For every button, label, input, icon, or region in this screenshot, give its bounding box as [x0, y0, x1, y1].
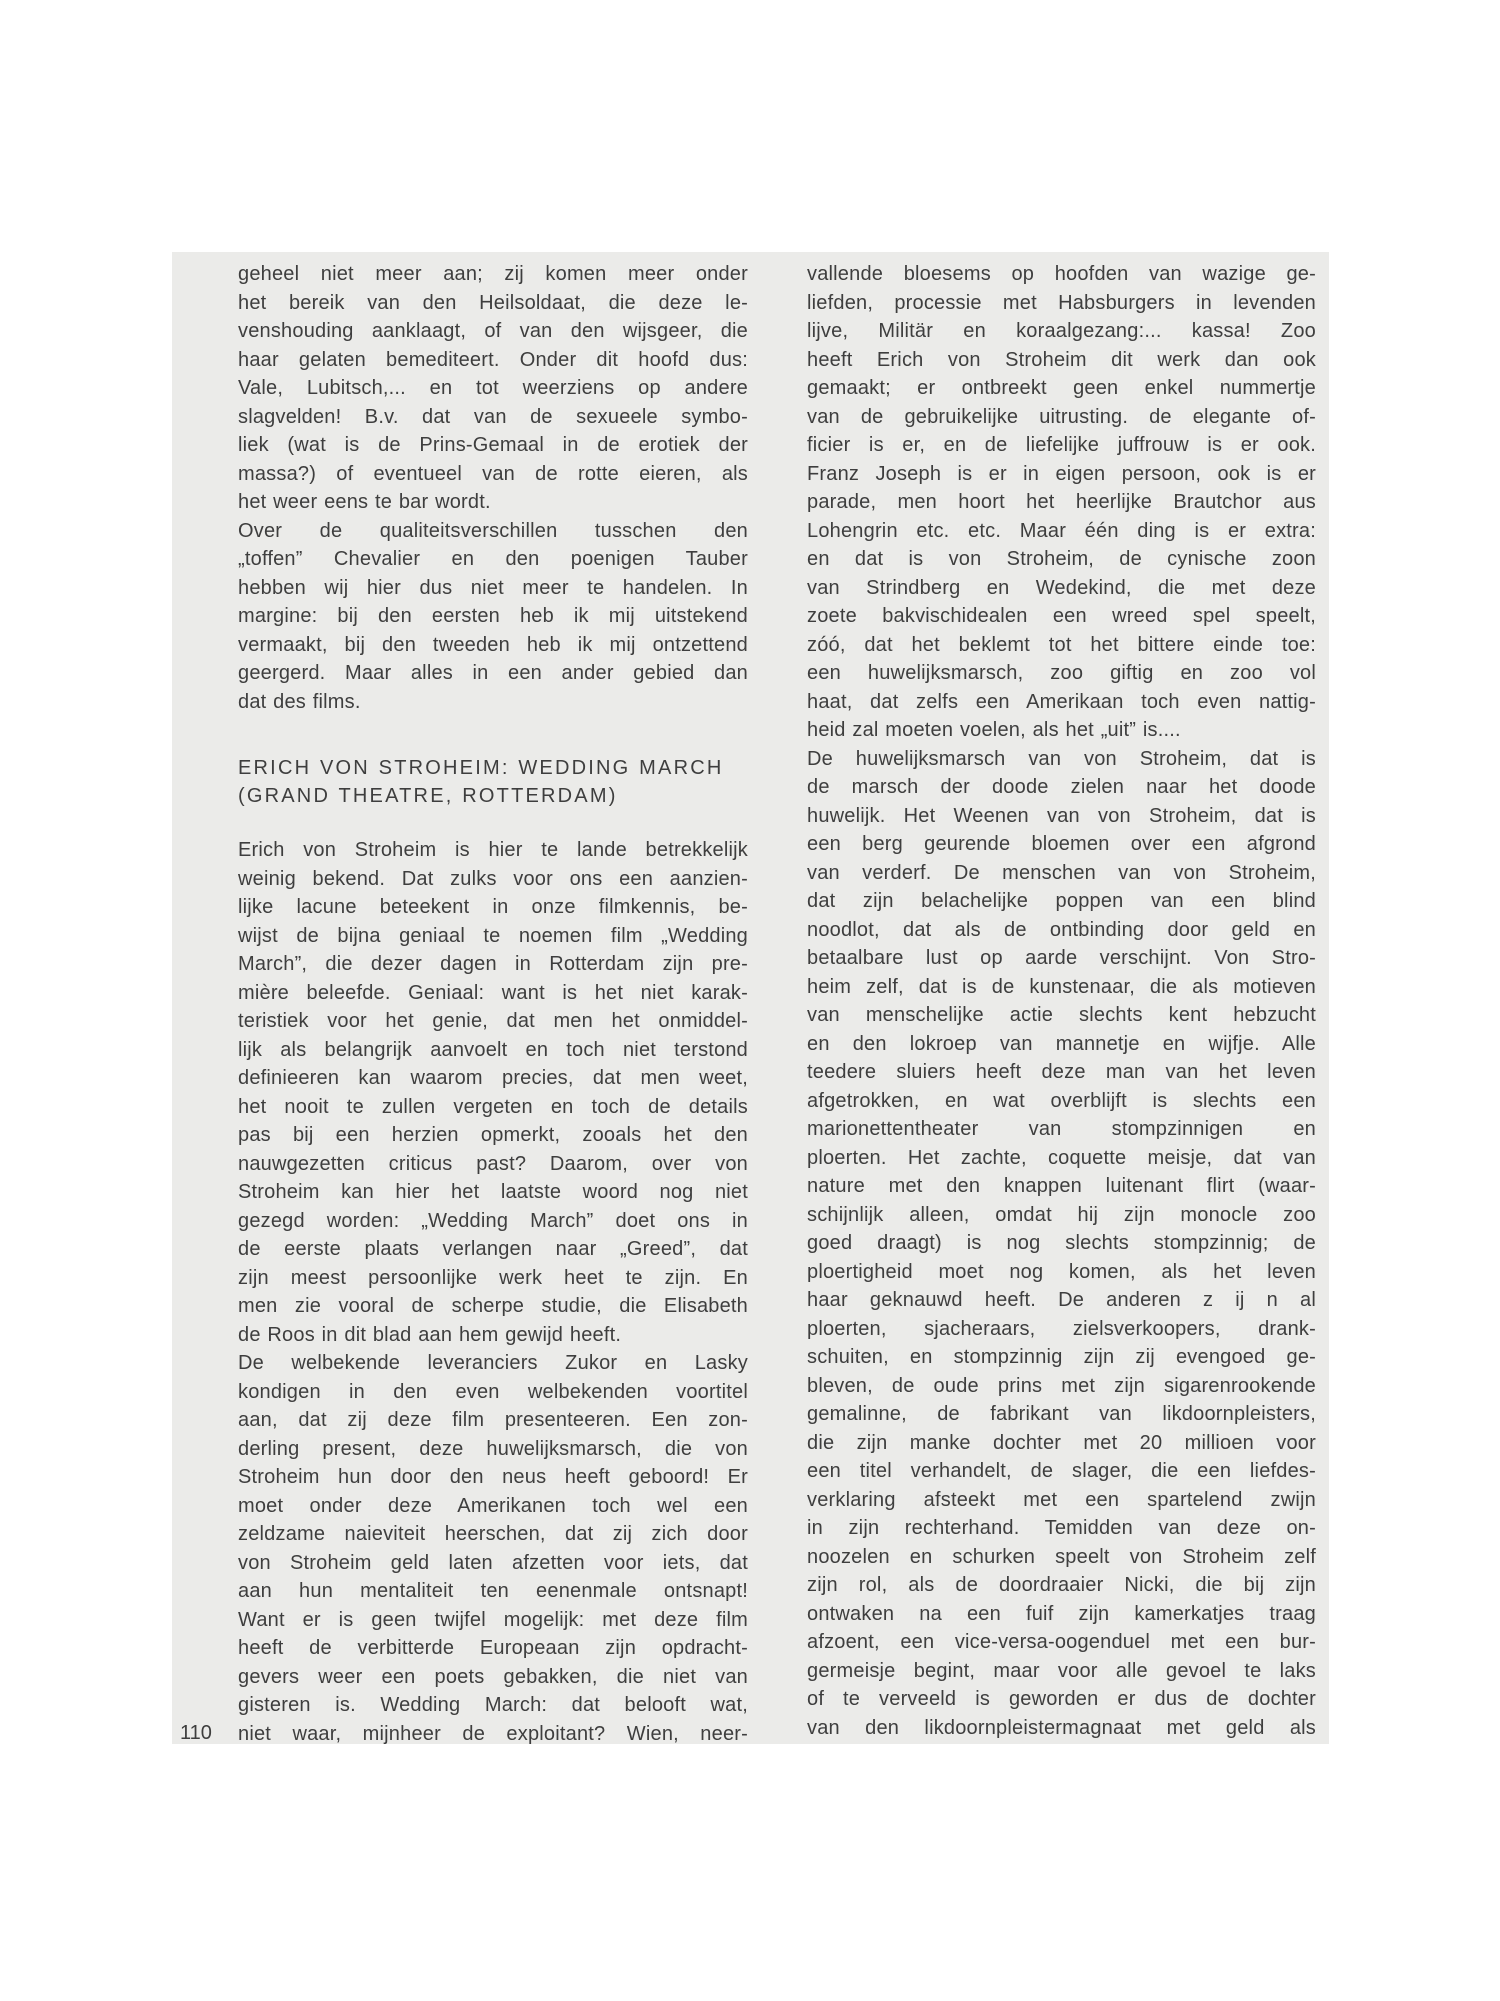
text-line: een titel verhandelt, de slager, die een liefdes- — [807, 1460, 1316, 1482]
text-line: haat, dat zelfs een Amerikaan toch even nattig- — [807, 690, 1316, 713]
left-text-column — [238, 260, 748, 1748]
text-line: dat zijn belachelijke poppen van een blind — [807, 890, 1316, 912]
text-line: van den likdoornpleistermagnaat met geld als — [807, 1716, 1316, 1739]
text-line: nauwgezetten criticus past? Daarom, over von — [238, 1152, 748, 1175]
right-text-column — [807, 260, 1316, 1742]
paragraph — [238, 1349, 748, 1748]
paragraph — [807, 260, 1316, 745]
text-line: gevers weer een poets gebakken, die niet van — [238, 1665, 748, 1688]
text-line: venshouding aanklaagt, of van den wijsgeer, die — [238, 320, 748, 342]
text-line: van menschelijke actie slechts kent hebzucht — [807, 1004, 1316, 1026]
text-line: heid zal moeten voelen, als het „uit” is.... — [807, 719, 1181, 741]
text-line: niet waar, mijnheer de exploitant? Wien, neer- — [238, 1722, 748, 1745]
text-line: noozelen en schurken speelt von Stroheim zelf — [807, 1545, 1316, 1568]
text-line: ploertigheid moet nog komen, als het leven — [807, 1260, 1316, 1283]
text-line: gisteren is. Wedding March: dat belooft wat, — [238, 1694, 748, 1716]
text-line: De huwelijksmarsch van von Stroheim, dat is — [807, 747, 1316, 770]
text-line: die zijn manke dochter met 20 millioen voor — [807, 1431, 1316, 1454]
text-line: haar geknauwd heeft. De anderen z ij n al — [807, 1289, 1316, 1311]
text-line: of te verveeld is geworden er dus de dochter — [807, 1688, 1316, 1710]
text-line: afgetrokken, en wat overblijft is slechts een — [807, 1089, 1316, 1112]
text-line: de Roos in dit blad aan hem gewijd heeft. — [238, 1323, 622, 1346]
paragraph — [238, 260, 748, 517]
text-line: heeft de verbitterde Europeaan zijn opdracht- — [238, 1637, 748, 1659]
text-line: Franz Joseph is er in eigen persoon, ook is er — [807, 462, 1316, 485]
text-line: germeisje begint, maar voor alle gevoel te laks — [807, 1659, 1316, 1682]
text-line: gemalinne, de fabrikant van likdoornpleisters, — [807, 1403, 1316, 1425]
text-line: teedere sluiers heeft deze man van het leven — [807, 1061, 1316, 1083]
text-line: heim zelf, dat is de kunstenaar, die als motieven — [807, 975, 1316, 998]
text-line: een huwelijksmarsch, zoo giftig en zoo vol — [807, 662, 1316, 684]
text-line: liek (wat is de Prins-Gemaal in de erotiek der — [238, 434, 748, 456]
text-line: teristiek voor het genie, dat men het onmiddel- — [238, 1010, 748, 1032]
text-line: marionettentheater van stompzinnigen en — [807, 1118, 1316, 1140]
text-line: geheel niet meer aan; zij komen meer onder — [238, 263, 748, 285]
text-line: aan, dat zij deze film presenteeren. Een zon- — [238, 1409, 748, 1431]
text-line: betaalbare lust op aarde verschijnt. Von Stro- — [807, 947, 1316, 969]
text-line: parade, men hoort het heerlijke Brautchor aus — [807, 491, 1316, 513]
text-line: noodlot, dat als de ontbinding door geld en — [807, 918, 1316, 941]
scanned-magazine-page — [172, 252, 1329, 1744]
text-line: van verderf. De menschen van von Stroheim, — [807, 861, 1316, 884]
text-line: een berg geurende bloemen over een afgrond — [807, 833, 1316, 855]
text-line: gezegd worden: „Wedding March” doet ons in — [238, 1209, 748, 1232]
text-line: ficier is er, en de liefelijke juffrouw is er ook. — [807, 434, 1316, 456]
text-line: lijve, Militär en koraalgezang:... kassa! Zoo — [807, 320, 1316, 342]
text-line: huwelijk. Het Weenen van von Stroheim, dat is — [807, 804, 1316, 827]
text-line: vermaakt, bij den tweeden heb ik mij ontzettend — [238, 633, 748, 656]
text-line: derling present, deze huwelijksmarsch, die von — [238, 1437, 748, 1460]
text-line: margine: bij den eersten heb ik mij uitstekend — [238, 605, 748, 627]
text-line: Want er is geen twijfel mogelijk: met deze film — [238, 1608, 748, 1631]
text-line: ploerten. Het zachte, coquette meisje, dat van — [807, 1146, 1316, 1169]
text-line: wijst de bijna geniaal te noemen film „Wedding — [238, 924, 748, 947]
text-line: in zijn rechterhand. Temidden van deze on- — [807, 1517, 1316, 1539]
text-line: verklaring afsteekt met een spartelend zwijn — [807, 1488, 1316, 1511]
text-line: zoete bakvischidealen een wreed spel speelt, — [807, 605, 1316, 627]
text-line: Lohengrin etc. etc. Maar één ding is er extra: — [807, 519, 1316, 542]
text-line: liefden, processie met Habsburgers in levenden — [807, 291, 1316, 314]
text-line: van de gebruikelijke uitrusting. de elegante of- — [807, 405, 1316, 428]
text-line: Stroheim hun door den neus heeft geboord! Er — [238, 1466, 748, 1488]
text-line: aan hun mentaliteit ten eenenmale ontsnapt! — [238, 1580, 748, 1602]
text-line: zijn meest persoonlijke werk heet te zijn. En — [238, 1266, 748, 1289]
text-line: de marsch der doode zielen naar het doode — [807, 776, 1316, 798]
text-line: De welbekende leveranciers Zukor en Lasky — [238, 1352, 748, 1374]
text-line: ploerten, sjacheraars, zielsverkoopers, drank- — [807, 1317, 1316, 1340]
page-number: 110 — [180, 1722, 212, 1744]
text-line: bleven, de oude prins met zijn sigarenrookende — [807, 1374, 1316, 1397]
text-line: geergerd. Maar alles in een ander gebied dan — [238, 662, 748, 684]
text-line: weinig bekend. Dat zulks voor ons een aanzien- — [238, 867, 748, 890]
heading-line: ERICH VON STROHEIM: WEDDING MARCH — [238, 757, 724, 779]
text-line: ontwaken na een fuif zijn kamerkatjes traag — [807, 1602, 1316, 1625]
text-line: schijnlijk alleen, omdat hij zijn monocle zoo — [807, 1203, 1316, 1226]
text-line: massa?) of eventueel van de rotte eieren, als — [238, 462, 748, 485]
text-line: March”, die dezer dagen in Rotterdam zijn pre- — [238, 953, 748, 975]
text-line: Vale, Lubitsch,... en tot weerziens op andere — [238, 377, 748, 399]
text-line: van Strindberg en Wedekind, die met deze — [807, 576, 1316, 599]
text-line: definieeren kan waarom precies, dat men weet, — [238, 1067, 748, 1089]
text-line: men zie vooral de scherpe studie, die Elisabeth — [238, 1295, 748, 1317]
text-line: lijke lacune beteekent in onze filmkennis, be- — [238, 896, 748, 918]
text-line: zeldzame naieviteit heerschen, dat zij zich door — [238, 1523, 748, 1545]
text-line: goed draagt) is nog slechts stompzinnig; de — [807, 1232, 1316, 1254]
text-line: von Stroheim geld laten afzetten voor iets, dat — [238, 1551, 748, 1574]
paragraph — [238, 517, 748, 717]
text-line: het bereik van den Heilsoldaat, die deze le- — [238, 291, 748, 314]
text-line: Over de qualiteitsverschillen tusschen den — [238, 519, 748, 542]
text-line: de eerste plaats verlangen naar „Greed”, dat — [238, 1238, 748, 1260]
text-line: zijn rol, als de doordraaier Nicki, die bij zijn — [807, 1574, 1316, 1596]
section-heading — [238, 754, 748, 810]
text-line: mière beleefde. Geniaal: want is het niet karak- — [238, 981, 748, 1004]
text-line: kondigen in den even welbekenden voortitel — [238, 1380, 748, 1403]
text-line: gemaakt; er ontbreekt geen enkel nummertje — [807, 377, 1316, 399]
text-line: zóó, dat het beklemt tot het bittere einde toe: — [807, 633, 1316, 656]
text-line: en den lokroep van mannetje en wijfje. Alle — [807, 1032, 1316, 1055]
text-line: moet onder deze Amerikanen toch wel een — [238, 1494, 748, 1517]
text-line: haar gelaten bemediteert. Onder dit hoofd dus: — [238, 348, 748, 371]
text-line: vallende bloesems op hoofden van wazige ge- — [807, 263, 1316, 285]
paragraph — [238, 836, 748, 1349]
text-line: dat des films. — [238, 690, 361, 713]
heading-line: (GRAND THEATRE, ROTTERDAM) — [238, 785, 618, 807]
paragraph — [807, 745, 1316, 1743]
text-line: en dat is von Stroheim, de cynische zoon — [807, 548, 1316, 570]
text-line: heeft Erich von Stroheim dit werk dan ook — [807, 348, 1316, 371]
text-line: het nooit te zullen vergeten en toch de details — [238, 1095, 748, 1118]
text-line: afzoent, een vice-versa-oogenduel met een bur- — [807, 1631, 1316, 1653]
text-line: Erich von Stroheim is hier te lande betrekkelijk — [238, 839, 748, 861]
text-line: lijk als belangrijk aanvoelt en toch niet terstond — [238, 1038, 748, 1061]
text-line: pas bij een herzien opmerkt, zooals het den — [238, 1124, 748, 1146]
text-line: het weer eens te bar wordt. — [238, 491, 491, 513]
text-line: Stroheim kan hier het laatste woord nog niet — [238, 1181, 748, 1203]
text-line: schuiten, en stompzinnig zijn zij evengoed ge- — [807, 1346, 1316, 1368]
text-line: slagvelden! B.v. dat van de sexueele symbo- — [238, 405, 748, 428]
text-line: „toffen” Chevalier en den poenigen Tauber — [238, 548, 748, 570]
text-line: hebben wij hier dus niet meer te handelen. In — [238, 576, 748, 599]
text-line: nature met den knappen luitenant flirt (waar- — [807, 1175, 1316, 1197]
